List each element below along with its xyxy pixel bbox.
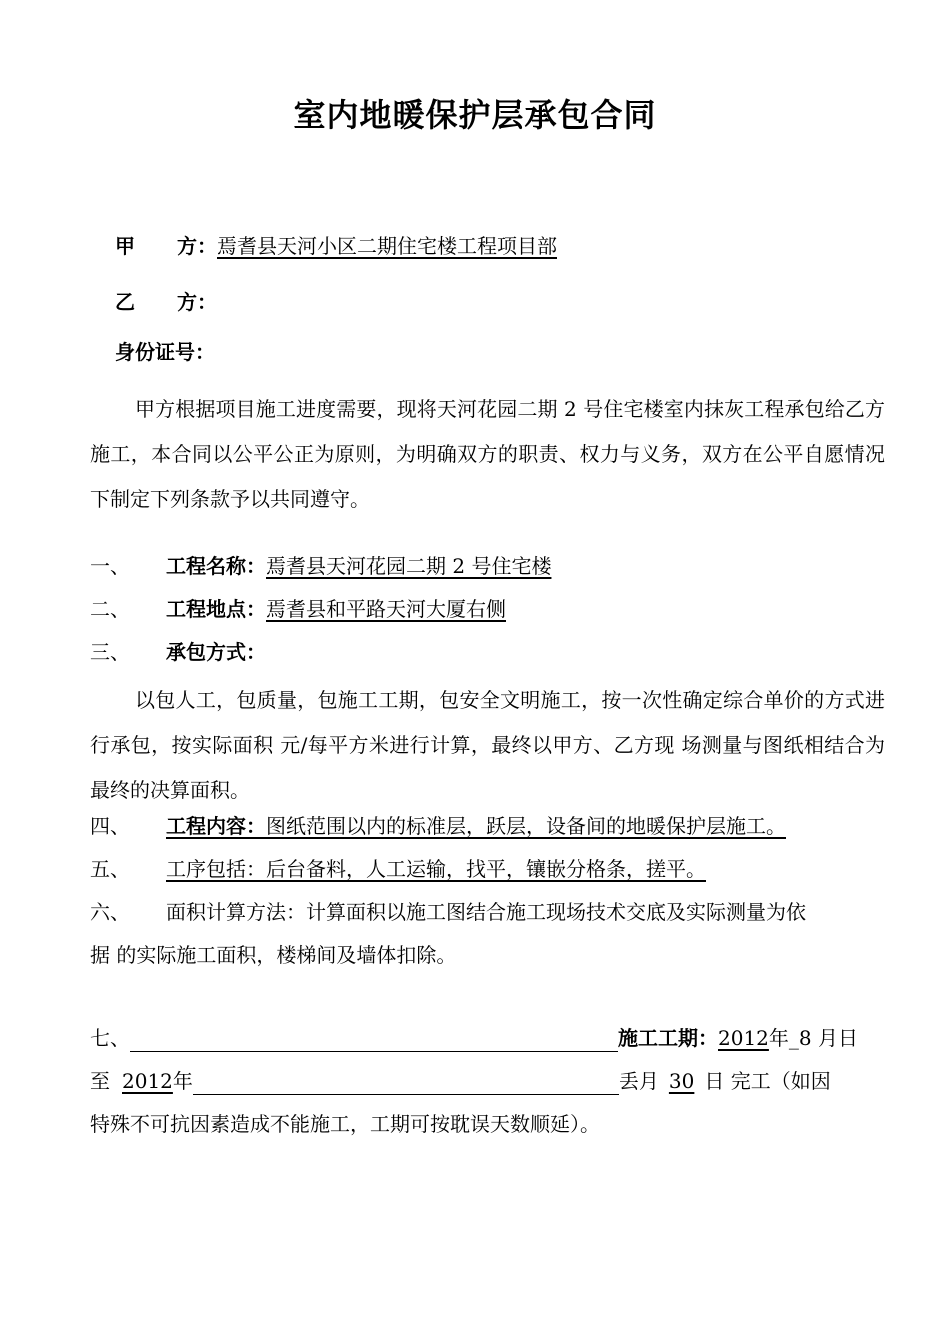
item-three [90, 638, 266, 666]
id-number-line [115, 338, 215, 366]
item-four-num: 四、 [90, 814, 130, 838]
item-two-num: 二、 [90, 597, 130, 621]
party-b-label-1: 乙 [115, 290, 135, 314]
item-five [90, 855, 706, 883]
item-three-body-text: 以包人工，包质量，包施工工期，包安全文明施工，按一次性确定综合单价的方式进行承包，按实际面积 元/每平方米进行计算，最终以甲方、乙方现 场测量与图纸相结合为最终的决算面积。 [90, 688, 885, 802]
item-five-num: 五、 [90, 857, 130, 881]
id-number-label: 身份证号： [115, 340, 215, 364]
item-one [90, 552, 551, 580]
item-five-value: 后台备料，人工运输，找平，镶嵌分格条，搓平。 [266, 857, 706, 881]
item-two-label: 工程地点： [166, 597, 266, 621]
item-one-num: 一、 [90, 554, 130, 578]
item-seven-end-mid: 丢月 [618, 1069, 659, 1093]
item-six [90, 898, 806, 926]
item-seven-start-year: 2012 [718, 1026, 769, 1050]
party-b-line [115, 288, 217, 316]
item-seven-num: 七、 [90, 1026, 130, 1050]
item-five-label: 工序包括： [166, 857, 266, 881]
party-a-line [115, 232, 557, 260]
item-three-body [90, 678, 885, 813]
item-seven-label: 施工工期： [618, 1026, 718, 1050]
item-seven-line-2 [90, 1067, 831, 1095]
item-seven-blank-1 [130, 1029, 618, 1052]
party-a-value: 焉耆县天河小区二期住宅楼工程项目部 [217, 234, 557, 258]
item-seven-end-tail: 日 完工（如因 [704, 1069, 831, 1093]
party-a-label-1: 甲 [115, 234, 135, 258]
item-three-label: 承包方式： [166, 640, 266, 664]
item-seven [90, 1024, 858, 1052]
item-one-label: 工程名称： [166, 554, 266, 578]
item-six-num: 六、 [90, 900, 130, 924]
party-b-label-2: 方： [177, 290, 217, 314]
party-a-label-2: 方： [177, 234, 217, 258]
item-seven-end-year-suffix: 年 [172, 1069, 193, 1093]
item-seven-line-3 [90, 1110, 600, 1138]
intro-text: 甲方根据项目施工进度需要，现将天河花园二期 2 号住宅楼室内抹灰工程承包给乙方施工，本合同以公平公正为原则，为明确双方的职责、权力与义务，双方在公平自愿情况下制定下列条款予以共同遵守。 [90, 397, 885, 511]
item-seven-end-day: 30 [668, 1069, 695, 1093]
item-seven-to: 至 [90, 1069, 110, 1093]
item-four-label: 工程内容： [166, 814, 266, 838]
item-seven-end-year: 2012 [122, 1069, 173, 1093]
item-six-continued [90, 941, 456, 969]
item-seven-blank-2 [193, 1072, 619, 1095]
item-one-value: 焉耆县天河花园二期 2 号住宅楼 [266, 554, 552, 578]
page-title: 室内地暖保护层承包合同 [293, 96, 657, 134]
item-six-body-1: 计算面积以施工图结合施工现场技术交底及实际测量为依 [306, 900, 806, 924]
item-six-label: 面积计算方法： [166, 900, 306, 924]
item-six-body-2: 据 的实际施工面积，楼梯间及墙体扣除。 [90, 943, 457, 967]
item-two [90, 595, 506, 623]
item-seven-start-rest: 年_8 月日 [768, 1026, 858, 1050]
item-four-value: 图纸范围以内的标准层，跃层，设备间的地暖保护层施工。 [266, 814, 786, 838]
item-two-value: 焉耆县和平路天河大厦右侧 [266, 597, 506, 621]
intro-paragraph [90, 387, 885, 522]
item-three-num: 三、 [90, 640, 130, 664]
item-four [90, 812, 786, 840]
item-seven-line-3-text: 特殊不可抗因素造成不能施工，工期可按耽误天数顺延）。 [90, 1112, 600, 1136]
